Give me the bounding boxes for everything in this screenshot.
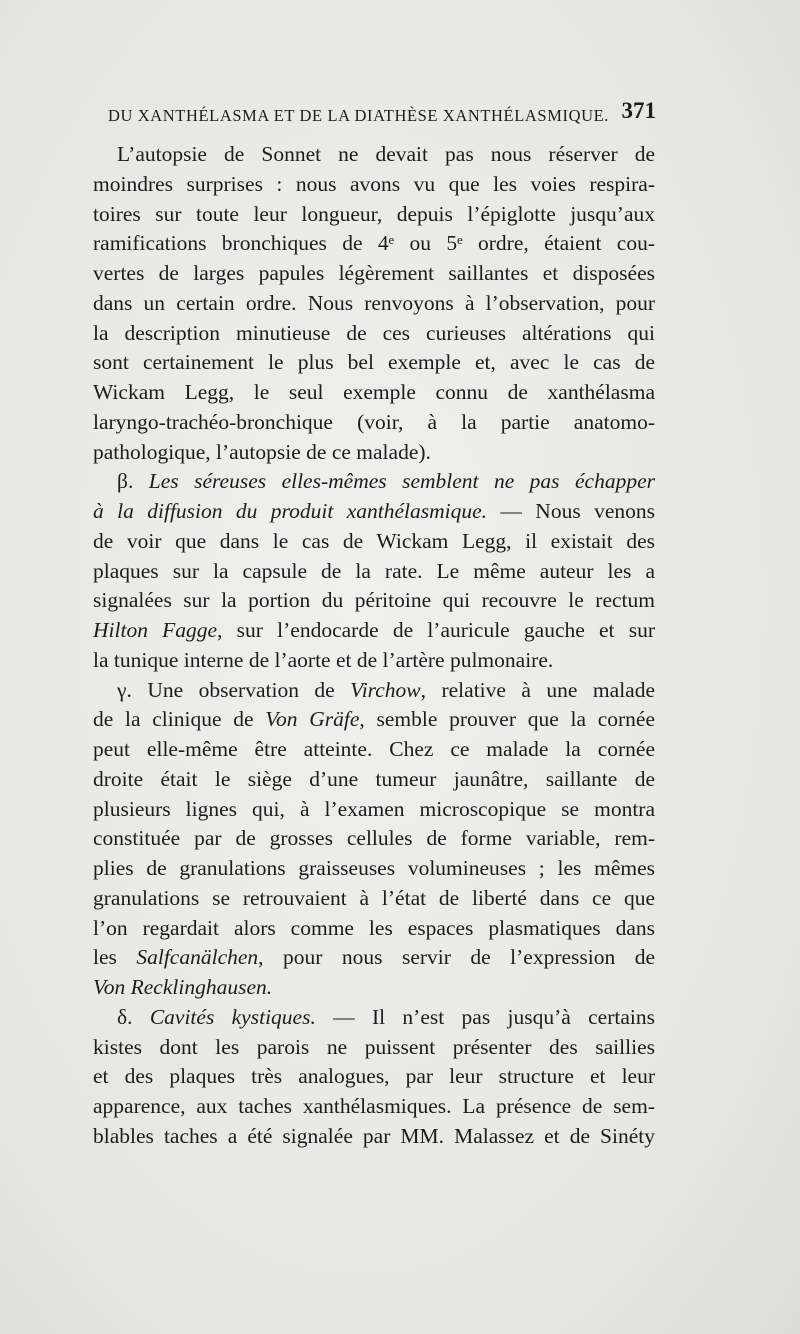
text-segment: plusieurs lignes qui, à l’examen microscopique se montra [93,796,655,821]
text-segment: , pour nous servir de l’expression de [258,945,655,970]
text-line [93,735,655,765]
text-segment: l’on regardait alors comme les espaces plasmatiques dans [93,915,655,940]
text-segment: toires sur toute leur longueur, depuis l’épiglotte jusqu’aux [93,201,655,226]
text-segment: kistes dont les parois ne puissent présenter des saillies [93,1034,655,1059]
page-number: 371 [621,98,656,123]
text-line [93,408,655,438]
text-line [93,200,655,230]
text-segment: Wickam Legg, le seul exemple connu de xanthélasma [93,380,655,404]
text-line [93,229,655,259]
italic-text: Hilton Fagge [93,618,218,642]
italic-text: Cavités kystiques. [149,1004,316,1029]
text-line [93,943,655,973]
text-line [93,497,655,527]
text-segment: granulations se retrouvaient à l’état de liberté dans ce que [93,885,655,910]
text-line [93,854,655,884]
text-segment: de voir que dans le cas de Wickam Legg, il existait des [93,528,655,553]
text-line [93,1092,655,1122]
text-segment: les [93,945,137,970]
text-line [93,378,655,408]
text-segment: apparence, aux taches xanthélasmiques. La présence de sem- [93,1094,655,1118]
text-line [93,1062,655,1092]
text-line [93,259,655,289]
running-head: DU XANTHÉLASMA ET DE LA DIATHÈSE XANTHÉLASMIQUE. [108,106,610,125]
body-text [93,140,655,1152]
text-segment: γ. Une observation de [117,677,351,702]
text-line [93,527,655,557]
italic-text: Von Recklinghausen. [93,975,273,999]
text-segment: signalées sur la portion du péritoine qui recouvre le rectum [93,588,655,613]
text-segment: sont certainement le plus bel exemple et, avec le cas de [93,350,655,375]
text-segment: L’autopsie de Sonnet ne devait pas nous réserver de [117,142,655,166]
text-segment: pathologique, l’autopsie de ce malade). [93,439,431,464]
text-segment: et des plaques très analogues, par leur structure et leur [93,1064,655,1089]
text-line [93,1122,655,1152]
text-line [93,348,655,378]
text-segment: , relative à une malade [420,677,656,702]
text-segment: la description minutieuse de ces curieuses altérations qui [93,320,655,345]
italic-text: à la diffusion du produit xanthélasmique. [93,499,488,523]
text-line [93,765,655,795]
text-line [93,170,655,200]
text-line [93,438,655,468]
text-segment: de la clinique de [93,707,266,732]
italic-text: Les séreuses elles-mêmes semblent ne pas échapper [148,469,655,494]
text-line [93,1033,655,1063]
text-segment: , sur l’endocarde de l’auricule gauche et sur [217,618,656,642]
text-segment: δ. [117,1004,150,1029]
text-segment: peut elle-même être atteinte. Chez ce malade la cornée [93,737,655,761]
text-line [93,616,655,646]
text-segment: la tunique interne de l’aorte et de l’artère pulmonaire. [93,647,554,672]
text-segment: — Nous venons [487,499,655,523]
text-segment: constituée par de grosses cellules de forme variable, rem- [93,826,655,851]
text-line [93,914,655,944]
text-line [93,795,655,825]
text-line [93,676,655,706]
text-segment: dans un certain ordre. Nous renvoyons à l’observation, pour [93,290,655,315]
text-line [93,586,655,616]
text-segment: , semble prouver que la cornée [359,707,656,732]
italic-text: Von Gräfe [265,707,360,732]
text-line [93,884,655,914]
text-segment: vertes de larges papules légèrement saillantes et disposées [93,261,655,285]
text-line [93,705,655,735]
text-segment: ramifications bronchiques de 4ᵉ ou 5ᵉ ordre, étaient cou- [93,231,655,256]
text-segment: laryngo-trachéo-bronchique (voir, à la partie anatomo- [93,409,655,434]
text-line [93,140,655,170]
text-segment: β. [117,469,149,494]
text-segment: — Il n’est pas jusqu’à certains [315,1004,655,1029]
text-line [93,289,655,319]
text-line [93,646,655,676]
text-segment: plaques sur la capsule de la rate. Le même auteur les a [93,558,655,583]
text-line [93,467,655,497]
text-segment: droite était le siège d’une tumeur jaunâtre, saillante de [93,766,655,791]
italic-text: Virchow [350,677,421,702]
text-line [93,1003,655,1033]
text-line [93,824,655,854]
page-header [108,98,656,134]
italic-text: Salfcanälchen [136,945,259,970]
text-segment: plies de granulations graisseuses volumineuses ; les mêmes [93,856,655,880]
text-line [93,973,655,1003]
text-line [93,557,655,587]
text-line [93,319,655,349]
text-segment: blables taches a été signalée par MM. Malassez et de Sinéty [93,1123,655,1148]
text-segment: moindres surprises : nous avons vu que les voies respira- [93,171,655,196]
